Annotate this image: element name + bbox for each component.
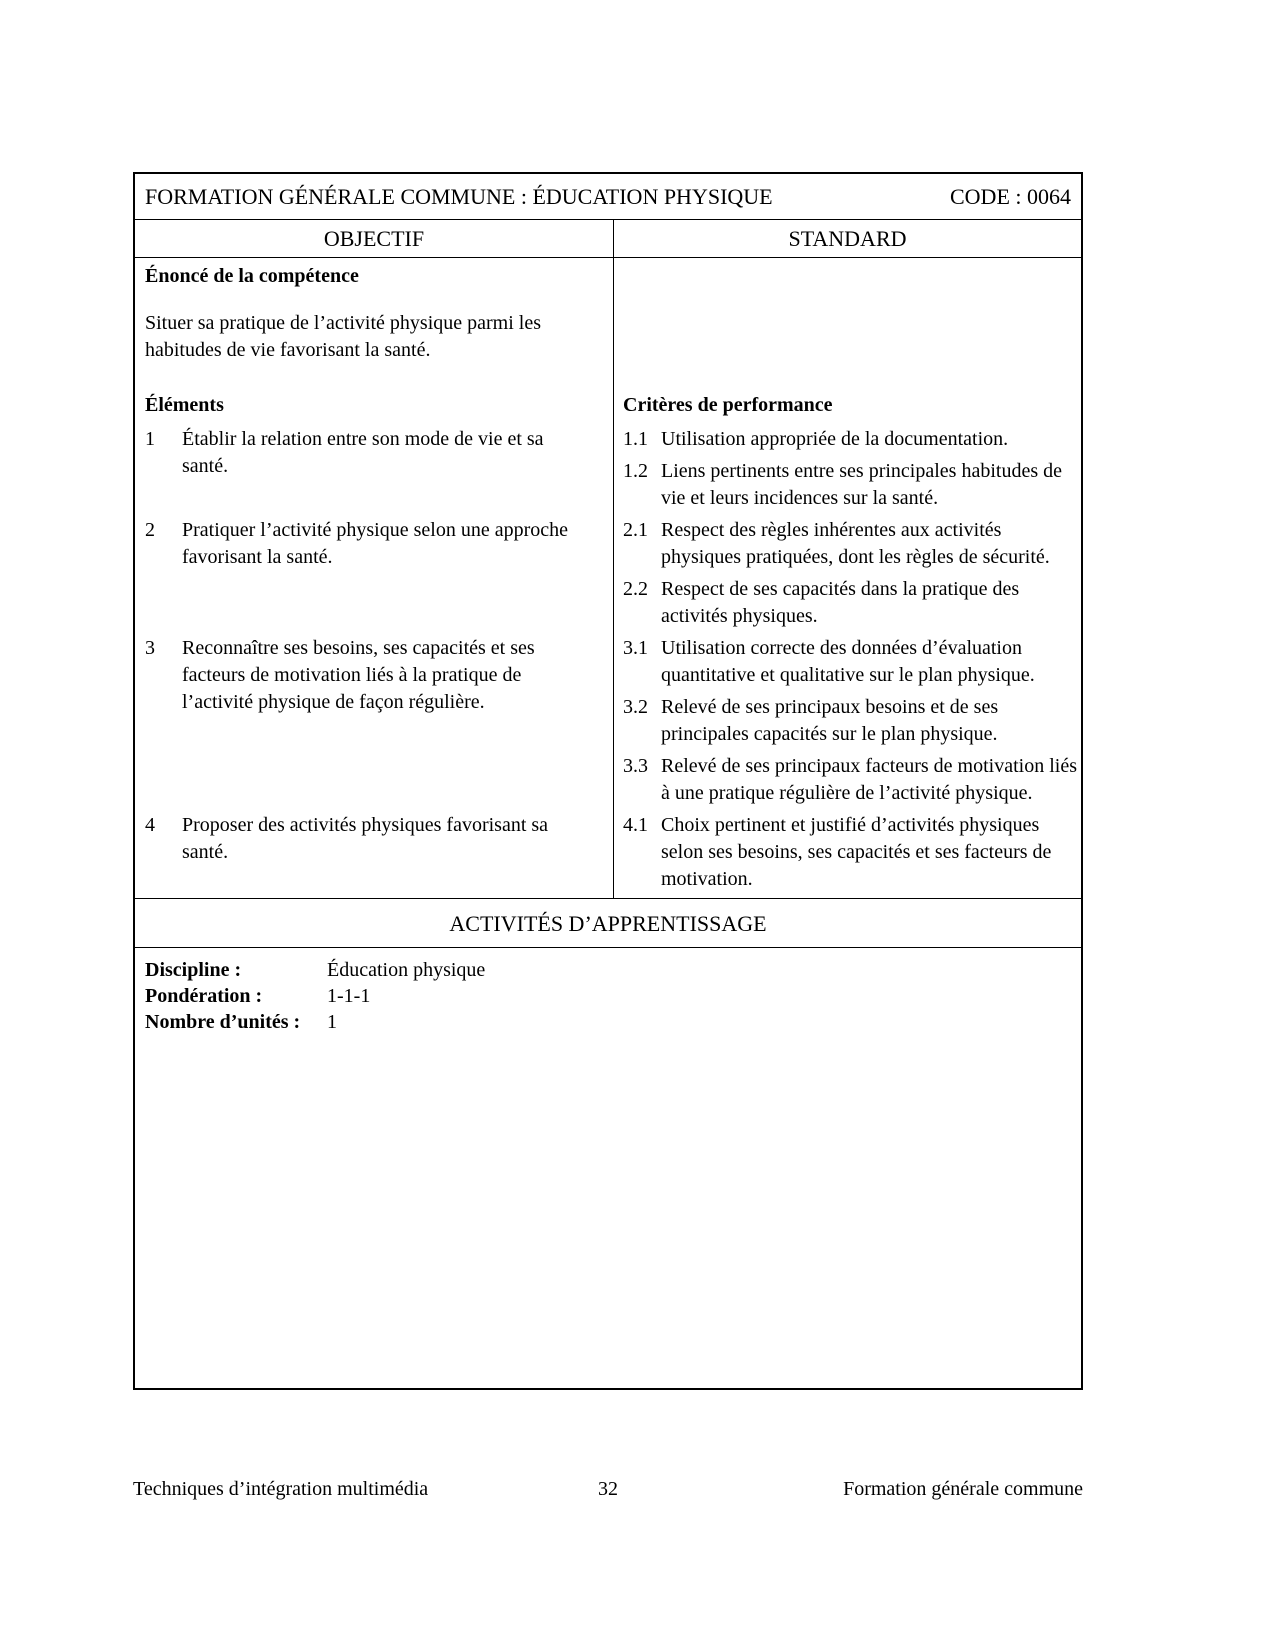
element-cell bbox=[135, 517, 614, 635]
info-line-ponderation bbox=[145, 983, 1071, 1009]
criterion-number: 2.2 bbox=[623, 578, 648, 600]
info-label: Pondération : bbox=[145, 985, 263, 1007]
element-number: 3 bbox=[145, 637, 155, 659]
doc-code: CODE : 0064 bbox=[950, 184, 1071, 209]
criterion-text: Relevé de ses principaux facteurs de motivation liés à une pratique régulière de l’activité physique. bbox=[661, 755, 1077, 804]
criterion-number: 1.2 bbox=[623, 460, 648, 482]
criterion-number: 3.3 bbox=[623, 755, 648, 777]
element-cell bbox=[135, 635, 614, 812]
criterion-item bbox=[623, 576, 1077, 630]
info-value: 1 bbox=[327, 1011, 337, 1033]
footer-right: Formation générale commune bbox=[843, 1478, 1084, 1500]
criterion-text: Liens pertinents entre ses principales habitudes de vie et leurs incidences sur la santé. bbox=[661, 460, 1062, 509]
criteria-cell bbox=[614, 517, 1081, 635]
criterion-item bbox=[623, 694, 1077, 748]
criterion-text: Respect de ses capacités dans la pratique des activités physiques. bbox=[661, 578, 1020, 627]
element-number: 2 bbox=[145, 519, 155, 541]
enonce-heading: Énoncé de la compétence bbox=[145, 265, 359, 287]
element-text: Reconnaître ses besoins, ses capacités et ses facteurs de motivation liés à la pratique de l’activité physique de façon régulière. bbox=[182, 637, 535, 713]
element-row-1 bbox=[135, 426, 1081, 517]
criterion-number: 1.1 bbox=[623, 428, 648, 450]
activites-heading: ACTIVITÉS D’APPRENTISSAGE bbox=[135, 898, 1081, 948]
element-text: Proposer des activités physiques favorisant sa santé. bbox=[182, 814, 549, 863]
element-item bbox=[145, 635, 586, 716]
criterion-text: Respect des règles inhérentes aux activités physiques pratiquées, dont les règles de sécurité. bbox=[661, 519, 1050, 568]
element-item bbox=[145, 517, 586, 571]
info-label: Discipline : bbox=[145, 959, 242, 981]
element-text: Établir la relation entre son mode de vie et sa santé. bbox=[182, 428, 544, 477]
element-text: Pratiquer l’activité physique selon une approche favorisant la santé. bbox=[182, 519, 568, 568]
criterion-text: Utilisation appropriée de la documentation. bbox=[661, 428, 1009, 450]
element-cell bbox=[135, 812, 614, 898]
element-item bbox=[145, 812, 586, 866]
criterion-item bbox=[623, 458, 1077, 512]
enonce-row bbox=[135, 258, 1081, 390]
criterion-text: Choix pertinent et justifié d’activités physiques selon ses besoins, ses capacités et ses facteurs de motivation. bbox=[661, 814, 1052, 890]
column-header-standard: STANDARD bbox=[788, 226, 907, 251]
column-header-objectif: OBJECTIF bbox=[135, 220, 614, 257]
criterion-item bbox=[623, 517, 1077, 571]
info-value: Éducation physique bbox=[327, 959, 486, 981]
criterion-number: 2.1 bbox=[623, 519, 648, 541]
criterion-text: Relevé de ses principaux besoins et de ses principales capacités sur le plan physique. bbox=[661, 696, 999, 745]
info-label: Nombre d’unités : bbox=[145, 1011, 301, 1033]
element-number: 1 bbox=[145, 428, 155, 450]
criterion-item bbox=[623, 635, 1077, 689]
sub-headers-row bbox=[135, 390, 1081, 426]
doc-title: FORMATION GÉNÉRALE COMMUNE : ÉDUCATION PHYSIQUE bbox=[145, 184, 773, 209]
enonce-standard-empty-cell bbox=[614, 258, 1081, 390]
criteria-cell bbox=[614, 812, 1081, 898]
element-cell bbox=[135, 426, 614, 517]
element-number: 4 bbox=[145, 814, 155, 836]
enonce-cell bbox=[135, 258, 614, 390]
criterion-text: Utilisation correcte des données d’évaluation quantitative et qualitative sur le plan physique. bbox=[661, 637, 1035, 686]
element-row-2 bbox=[135, 517, 1081, 635]
elements-heading: Éléments bbox=[135, 390, 614, 426]
footer-left: Techniques d’intégration multimédia bbox=[133, 1478, 429, 1500]
footer-page-number: 32 bbox=[598, 1478, 618, 1500]
objectif-standard-content bbox=[135, 258, 1081, 898]
element-item bbox=[145, 426, 586, 480]
element-row-3 bbox=[135, 635, 1081, 812]
course-table bbox=[133, 172, 1083, 1390]
discipline-section bbox=[135, 948, 1081, 1388]
element-row-4 bbox=[135, 812, 1081, 898]
criterion-number: 3.2 bbox=[623, 696, 648, 718]
page-footer bbox=[133, 1478, 1083, 1501]
criteres-heading: Critères de performance bbox=[623, 394, 833, 416]
criterion-number: 4.1 bbox=[623, 814, 648, 836]
info-line-discipline bbox=[145, 957, 1071, 983]
info-value: 1-1-1 bbox=[327, 985, 371, 1007]
info-line-unites bbox=[145, 1009, 1071, 1035]
column-headers bbox=[135, 220, 1081, 258]
criterion-item bbox=[623, 812, 1077, 893]
title-row bbox=[135, 174, 1081, 220]
criterion-item bbox=[623, 753, 1077, 807]
enonce-text: Situer sa pratique de l’activité physique parmi les habitudes de vie favorisant la santé. bbox=[145, 312, 541, 361]
criteria-cell bbox=[614, 635, 1081, 812]
criterion-number: 3.1 bbox=[623, 637, 648, 659]
criteria-cell bbox=[614, 426, 1081, 517]
criterion-item bbox=[623, 426, 1077, 453]
